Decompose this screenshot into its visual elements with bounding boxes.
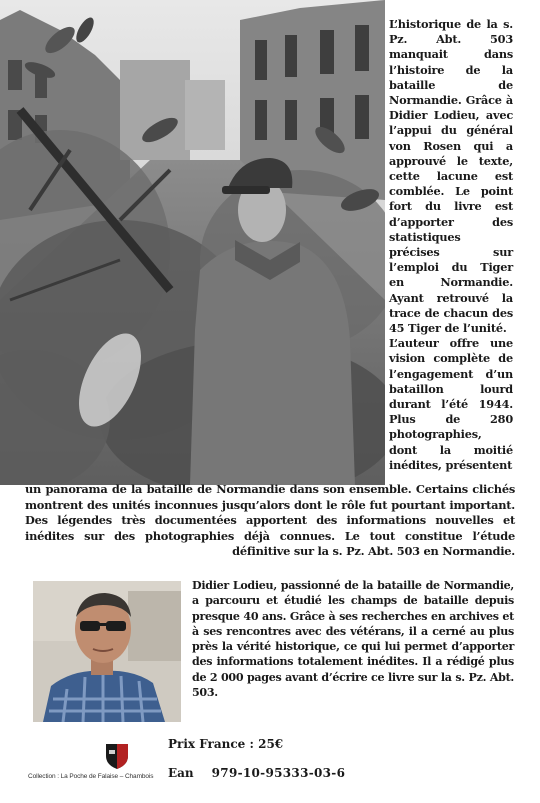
continuation-text bbox=[25, 482, 515, 560]
ean-line bbox=[168, 766, 345, 780]
side-column-text bbox=[389, 17, 513, 473]
side-paragraph-2: L’auteur offre une vision complète de l’engagement d’un bataillon lourd durant l’été 1944. Plus de 280 photographies, dont la moitié inédites, présentent bbox=[389, 336, 513, 472]
ean-label: Ean bbox=[168, 766, 194, 780]
side-paragraph-1: L’historique de la s. Pz. Abt. 503 manquait dans l’histoire de la bataille de Normandie. Grâce à Didier Lodieu, avec l’appui du général von Rosen qui a approuvé le texte, cette lacune est comblée. Le point fort du livre est d’apporter des statistiques précises sur l’emploi du Tiger en Normandie. Ayant retrouvé la trace de chacun des 45 Tiger de l’unité. bbox=[389, 17, 513, 336]
ean-code: 979-10-95333-03-6 bbox=[211, 766, 346, 780]
author-portrait bbox=[33, 581, 181, 722]
author-bio-paragraph: Didier Lodieu, passionné de la bataille de Normandie, a parcouru et étudié les champs de bataille depuis presque 40 ans. Grâce à ses recherches en archives et à ses rencontres avec des vétérans, il a cerné au plus près la vérité historique, ce qui lui permet d’apporter des informations totalement inédites. Il a rédigé plus de 2 000 pages avant d’écrire ce livre sur la s. Pz. Abt. 503. bbox=[192, 579, 514, 700]
collection-label: Collection : La Poche de Falaise – Chambois bbox=[28, 773, 154, 780]
hero-photograph bbox=[0, 0, 385, 485]
price-label: Prix France : 25€ bbox=[168, 737, 284, 751]
collection-crest-icon bbox=[103, 742, 131, 770]
author-biography bbox=[192, 578, 514, 700]
continuation-paragraph: un panorama de la bataille de Normandie dans son ensemble. Certains clichés montrent des unités inconnues jusqu’alors dont le rôle fut pourtant important. Des légendes très documentées apportent des informations nouvelles et inédites sur des photographies déjà connues. Le tout constitue l’étude définitive sur la s. Pz. Abt. 503 en Normandie. bbox=[25, 482, 515, 559]
